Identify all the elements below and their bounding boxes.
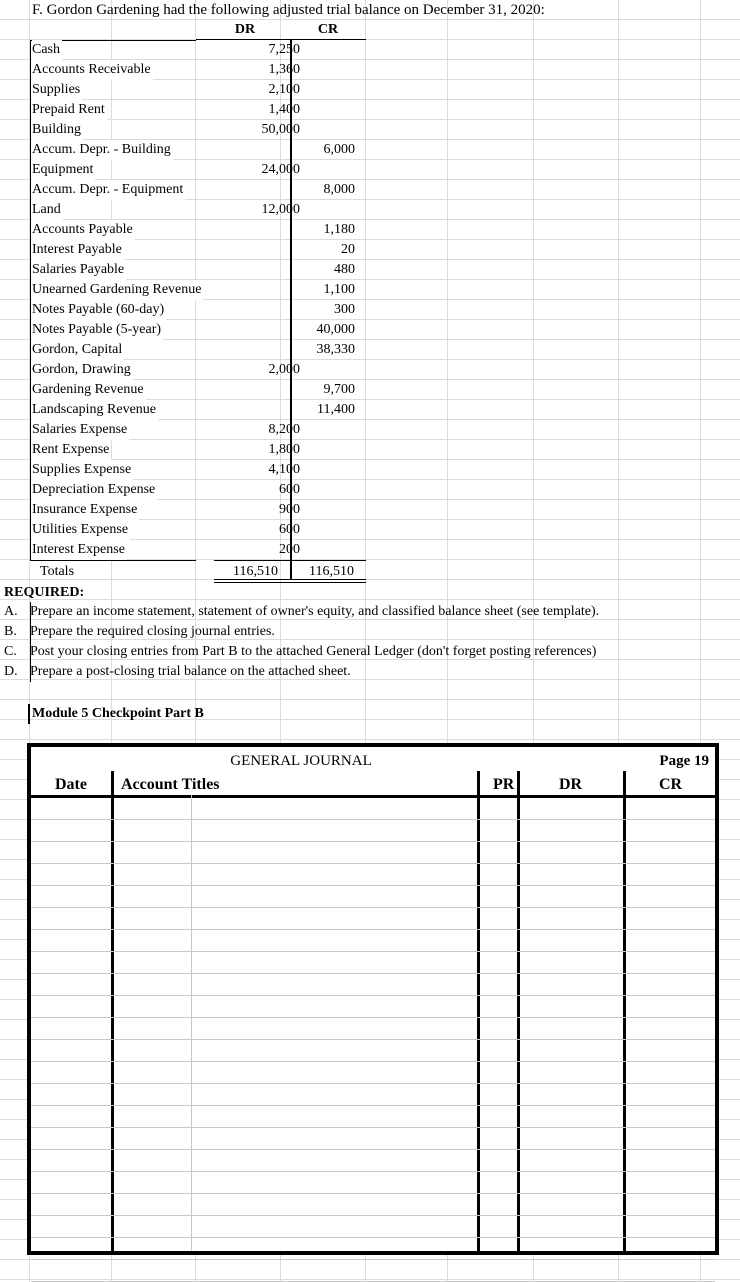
page-title: F. Gordon Gardening had the following adjusted trial balance on December 31, 2020: bbox=[32, 2, 545, 18]
module-title: Module 5 Checkpoint Part B bbox=[32, 706, 204, 721]
trial-balance-row bbox=[30, 240, 367, 260]
trial-balance-cr-header: CR bbox=[317, 22, 339, 37]
trial-balance-row bbox=[30, 480, 367, 500]
journal-col-divider bbox=[623, 771, 626, 1251]
account-name: Prepaid Rent bbox=[32, 100, 107, 120]
required-item-letter: C. bbox=[4, 644, 17, 659]
trial-balance-row bbox=[30, 320, 367, 340]
trial-balance-row bbox=[30, 340, 367, 360]
trial-balance-row bbox=[30, 540, 367, 560]
totals-double-rule-2 bbox=[214, 582, 366, 583]
trial-balance-row bbox=[30, 220, 367, 240]
account-debit: 50,000 bbox=[261, 122, 300, 137]
trial-balance-row bbox=[30, 360, 367, 380]
account-name: Insurance Expense bbox=[32, 500, 139, 520]
journal-page-number: Page 19 bbox=[659, 753, 709, 769]
account-name: Salaries Expense bbox=[32, 420, 129, 440]
journal-row[interactable] bbox=[31, 841, 715, 842]
account-credit: 11,400 bbox=[317, 402, 355, 417]
journal-row[interactable] bbox=[31, 907, 715, 908]
account-debit: 1,400 bbox=[268, 102, 300, 117]
account-debit: 1,800 bbox=[268, 442, 300, 457]
trial-balance-row bbox=[30, 80, 367, 100]
totals-dr: 116,510 bbox=[233, 564, 278, 579]
journal-row[interactable] bbox=[31, 995, 715, 996]
account-credit: 1,180 bbox=[323, 222, 355, 237]
account-name: Accounts Receivable bbox=[32, 60, 153, 80]
totals-label: Totals bbox=[40, 564, 75, 579]
trial-balance-table bbox=[30, 40, 367, 560]
trial-balance-row bbox=[30, 280, 367, 300]
account-name: Interest Payable bbox=[32, 240, 124, 260]
journal-cr-header: CR bbox=[659, 776, 683, 793]
trial-balance-row bbox=[30, 180, 367, 200]
required-heading: REQUIRED: bbox=[4, 585, 85, 600]
required-item-letter: B. bbox=[4, 624, 17, 639]
journal-col-divider bbox=[517, 771, 520, 1251]
module-marker bbox=[28, 704, 30, 724]
account-name: Notes Payable (5-year) bbox=[32, 320, 163, 340]
required-item-text: Post your closing entries from Part B to the attached General Ledger (don't forget posting references) bbox=[30, 644, 597, 659]
journal-row[interactable] bbox=[31, 863, 715, 864]
account-name: Accum. Depr. - Building bbox=[32, 140, 173, 160]
trial-balance-row bbox=[30, 140, 367, 160]
journal-row[interactable] bbox=[31, 1061, 715, 1062]
journal-pr-header: PR bbox=[493, 776, 515, 793]
account-credit: 300 bbox=[334, 302, 355, 317]
journal-header-rule bbox=[31, 795, 715, 798]
trial-balance-row bbox=[30, 160, 367, 180]
account-debit: 2,100 bbox=[268, 82, 300, 97]
account-credit: 20 bbox=[341, 242, 355, 257]
account-debit: 12,000 bbox=[261, 202, 300, 217]
totals-top-rule bbox=[214, 560, 366, 561]
trial-balance-row bbox=[30, 40, 367, 60]
trial-balance-row bbox=[30, 260, 367, 280]
journal-row[interactable] bbox=[31, 1105, 715, 1106]
trial-balance-row bbox=[30, 400, 367, 420]
trial-balance-row bbox=[30, 300, 367, 320]
journal-row[interactable] bbox=[31, 1083, 715, 1084]
account-name: Gordon, Drawing bbox=[32, 360, 133, 380]
trial-balance-dr-header: DR bbox=[234, 22, 256, 37]
journal-row[interactable] bbox=[31, 1127, 715, 1128]
required-item-letter: D. bbox=[4, 664, 18, 679]
required-item-text: Prepare an income statement, statement of owner's equity, and classified balance sheet (see template). bbox=[30, 604, 600, 619]
account-credit: 6,000 bbox=[323, 142, 355, 157]
trial-balance-row bbox=[30, 500, 367, 520]
account-name: Land bbox=[32, 200, 63, 220]
journal-row[interactable] bbox=[31, 1237, 715, 1238]
trial-balance-row bbox=[30, 460, 367, 480]
account-name: Depreciation Expense bbox=[32, 480, 157, 500]
account-name: Accum. Depr. - Equipment bbox=[32, 180, 185, 200]
account-name: Cash bbox=[32, 40, 62, 60]
account-debit: 900 bbox=[279, 502, 300, 517]
journal-row[interactable] bbox=[31, 1215, 715, 1216]
account-credit: 9,700 bbox=[323, 382, 355, 397]
trial-balance-row bbox=[30, 120, 367, 140]
trial-balance-row bbox=[30, 60, 367, 80]
account-debit: 600 bbox=[279, 522, 300, 537]
journal-row[interactable] bbox=[31, 973, 715, 974]
trial-balance-row bbox=[30, 380, 367, 400]
account-name: Supplies Expense bbox=[32, 460, 133, 480]
required-item bbox=[4, 602, 599, 622]
account-name: Notes Payable (60-day) bbox=[32, 300, 166, 320]
journal-row[interactable] bbox=[31, 951, 715, 952]
account-name: Landscaping Revenue bbox=[32, 400, 158, 420]
account-credit: 1,100 bbox=[323, 282, 355, 297]
journal-col-divider bbox=[111, 771, 114, 1251]
required-item bbox=[4, 662, 351, 682]
general-journal bbox=[27, 743, 719, 1255]
journal-title: GENERAL JOURNAL bbox=[230, 753, 372, 769]
journal-row[interactable] bbox=[31, 885, 715, 886]
account-debit: 24,000 bbox=[261, 162, 300, 177]
account-name: Building bbox=[32, 120, 83, 140]
trial-balance-row bbox=[30, 440, 367, 460]
required-item bbox=[4, 642, 596, 662]
account-column-bottom-border bbox=[30, 560, 196, 561]
account-debit: 4,100 bbox=[268, 462, 300, 477]
trial-balance-row bbox=[30, 100, 367, 120]
account-name: Interest Expense bbox=[32, 540, 127, 560]
required-item-letter: A. bbox=[4, 604, 18, 619]
trial-balance-row bbox=[30, 200, 367, 220]
journal-row[interactable] bbox=[31, 1149, 715, 1150]
account-debit: 7,250 bbox=[268, 42, 300, 57]
journal-row[interactable] bbox=[31, 1017, 715, 1018]
required-item bbox=[4, 622, 275, 642]
journal-row[interactable] bbox=[31, 929, 715, 930]
required-item-text: Prepare the required closing journal entries. bbox=[30, 624, 275, 639]
account-credit: 8,000 bbox=[323, 182, 355, 197]
account-debit: 1,360 bbox=[268, 62, 300, 77]
journal-date-header: Date bbox=[55, 776, 87, 793]
account-credit: 40,000 bbox=[316, 322, 355, 337]
account-debit: 2,000 bbox=[268, 362, 300, 377]
journal-row[interactable] bbox=[31, 819, 715, 820]
journal-account-header: Account Titles bbox=[121, 776, 220, 793]
account-name: Utilities Expense bbox=[32, 520, 130, 540]
account-name: Salaries Payable bbox=[32, 260, 126, 280]
account-name: Gordon, Capital bbox=[32, 340, 124, 360]
trial-balance-row bbox=[30, 520, 367, 540]
account-credit: 480 bbox=[334, 262, 355, 277]
journal-dr-header: DR bbox=[559, 776, 583, 793]
account-debit: 200 bbox=[279, 542, 300, 557]
account-debit: 8,200 bbox=[268, 422, 300, 437]
journal-row[interactable] bbox=[31, 1193, 715, 1194]
account-name: Rent Expense bbox=[32, 440, 111, 460]
totals-double-rule-1 bbox=[214, 579, 366, 580]
account-name: Unearned Gardening Revenue bbox=[32, 280, 203, 300]
account-name: Supplies bbox=[32, 80, 82, 100]
trial-balance-row bbox=[30, 420, 367, 440]
account-name: Accounts Payable bbox=[32, 220, 135, 240]
account-debit: 600 bbox=[279, 482, 300, 497]
journal-col-divider bbox=[477, 771, 480, 1251]
account-credit: 38,330 bbox=[316, 342, 355, 357]
totals-cr: 116,510 bbox=[309, 564, 354, 579]
journal-row[interactable] bbox=[31, 1039, 715, 1040]
journal-row[interactable] bbox=[31, 1171, 715, 1172]
account-name: Equipment bbox=[32, 160, 95, 180]
account-name: Gardening Revenue bbox=[32, 380, 146, 400]
required-item-text: Prepare a post-closing trial balance on the attached sheet. bbox=[30, 664, 351, 679]
